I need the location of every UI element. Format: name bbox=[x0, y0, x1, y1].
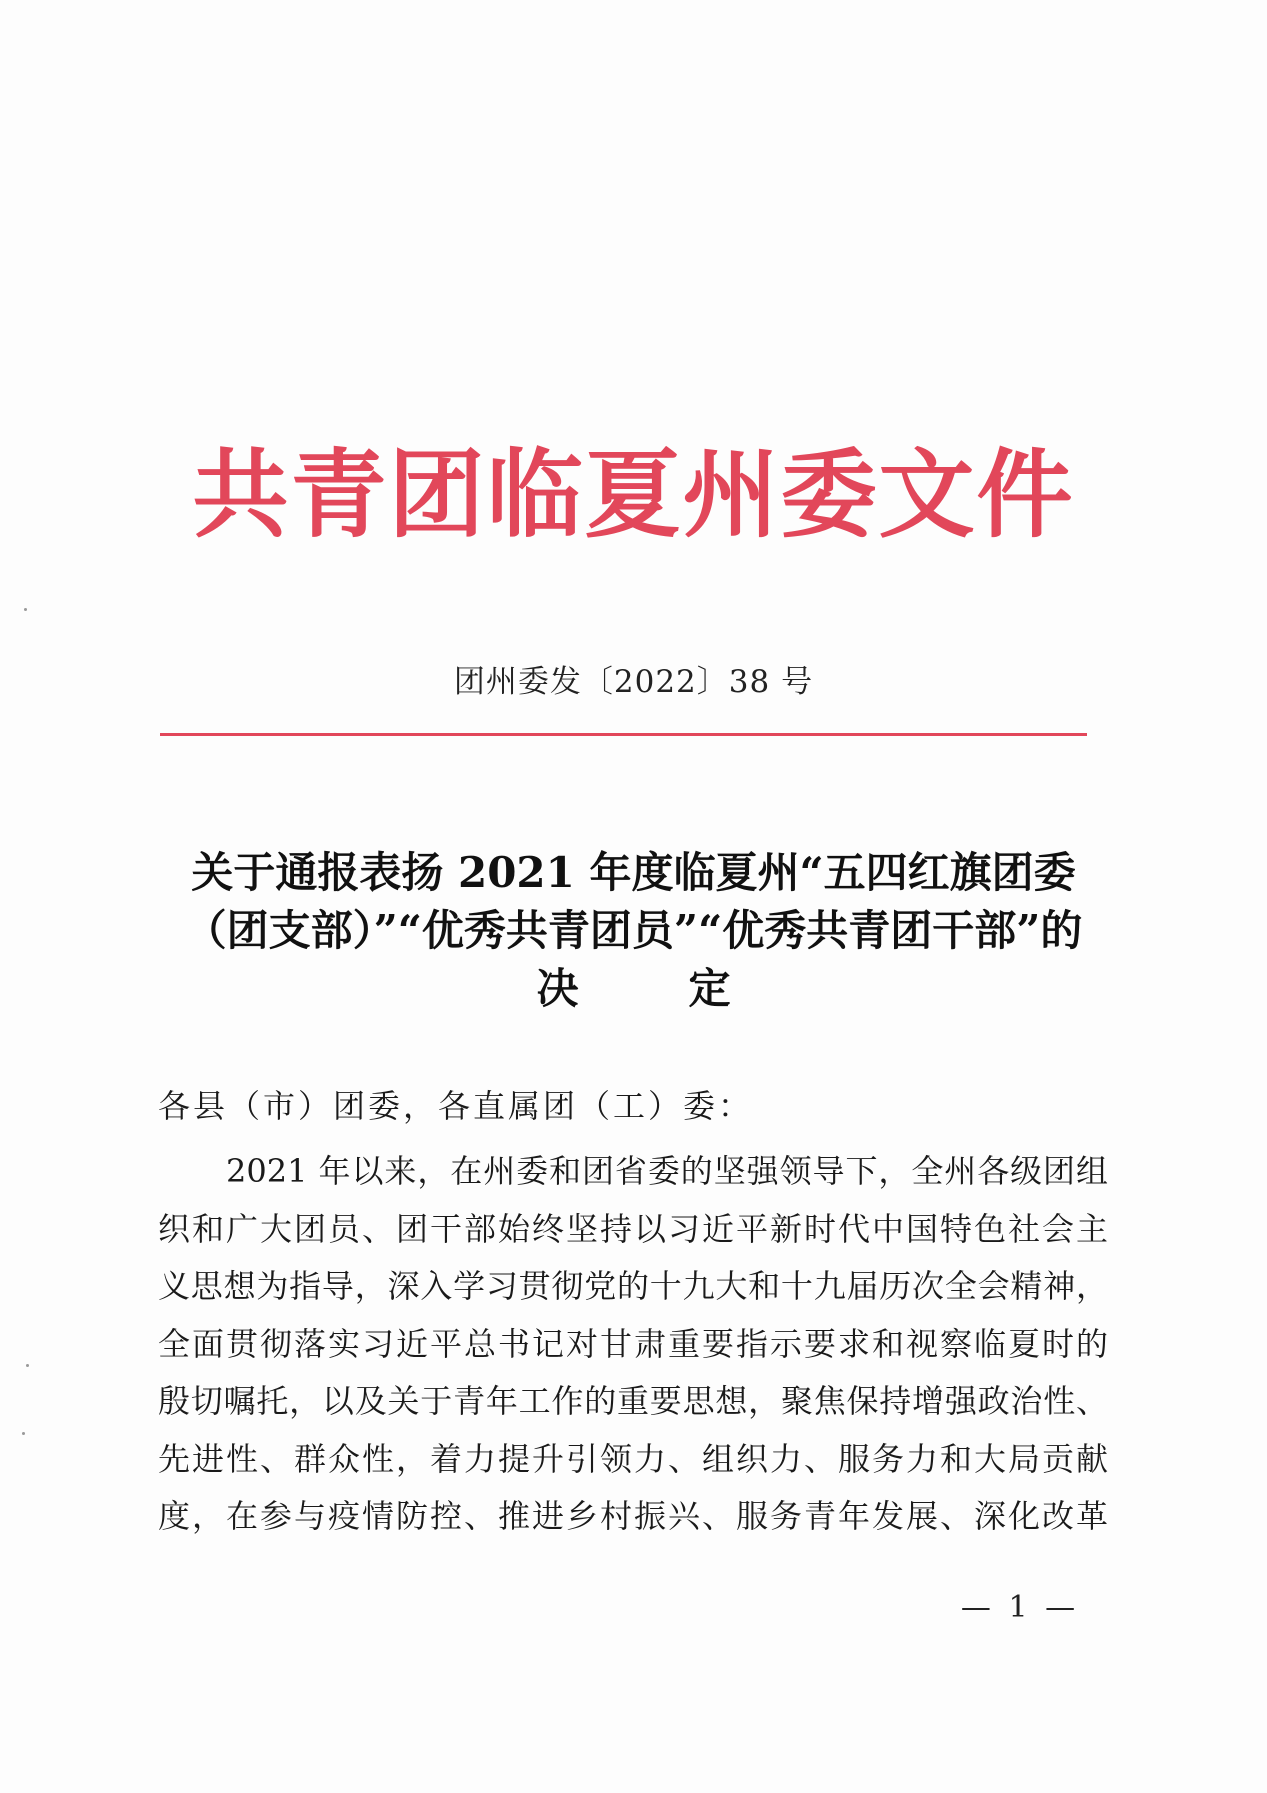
document-title bbox=[150, 844, 1117, 1018]
salutation: 各县（市）团委，各直属团（工）委： bbox=[158, 1087, 754, 1125]
title-line-3: 决定 bbox=[536, 964, 841, 1013]
scan-speck bbox=[24, 608, 27, 611]
title-line-2: （团支部）”“优秀共青团员”“优秀共青团干部”的 bbox=[184, 906, 1083, 955]
red-separator-line bbox=[160, 733, 1087, 736]
page-number: — 1 — bbox=[960, 1590, 1080, 1625]
scan-speck bbox=[22, 1432, 25, 1435]
body-line: 织和广大团员、团干部始终坚持以习近平新时代中国特色社会主 bbox=[158, 1209, 1108, 1248]
scan-speck bbox=[26, 1364, 29, 1367]
body-line: 义思想为指导，深入学习贯彻党的十九大和十九届历次全会精神， bbox=[158, 1267, 1108, 1305]
body-line: 2021 年以来，在州委和团省委的坚强领导下，全州各级团组 bbox=[226, 1152, 1108, 1190]
title-line-1: 关于通报表扬 2021 年度临夏州“五四红旗团委 bbox=[191, 848, 1076, 897]
document-number: 团州委发〔2022〕38 号 bbox=[453, 664, 814, 700]
document-masthead: 共青团临夏州委文件 bbox=[192, 439, 1075, 551]
body-line: 先进性、群众性，着力提升引领力、组织力、服务力和大局贡献 bbox=[158, 1439, 1108, 1478]
body-line: 全面贯彻落实习近平总书记对甘肃重要指示要求和视察临夏时的 bbox=[158, 1324, 1108, 1363]
body-paragraph bbox=[158, 1143, 1108, 1546]
body-line: 度，在参与疫情防控、推进乡村振兴、服务青年发展、深化改革 bbox=[158, 1497, 1108, 1535]
body-line: 殷切嘱托，以及关于青年工作的重要思想，聚焦保持增强政治性、 bbox=[158, 1382, 1108, 1420]
